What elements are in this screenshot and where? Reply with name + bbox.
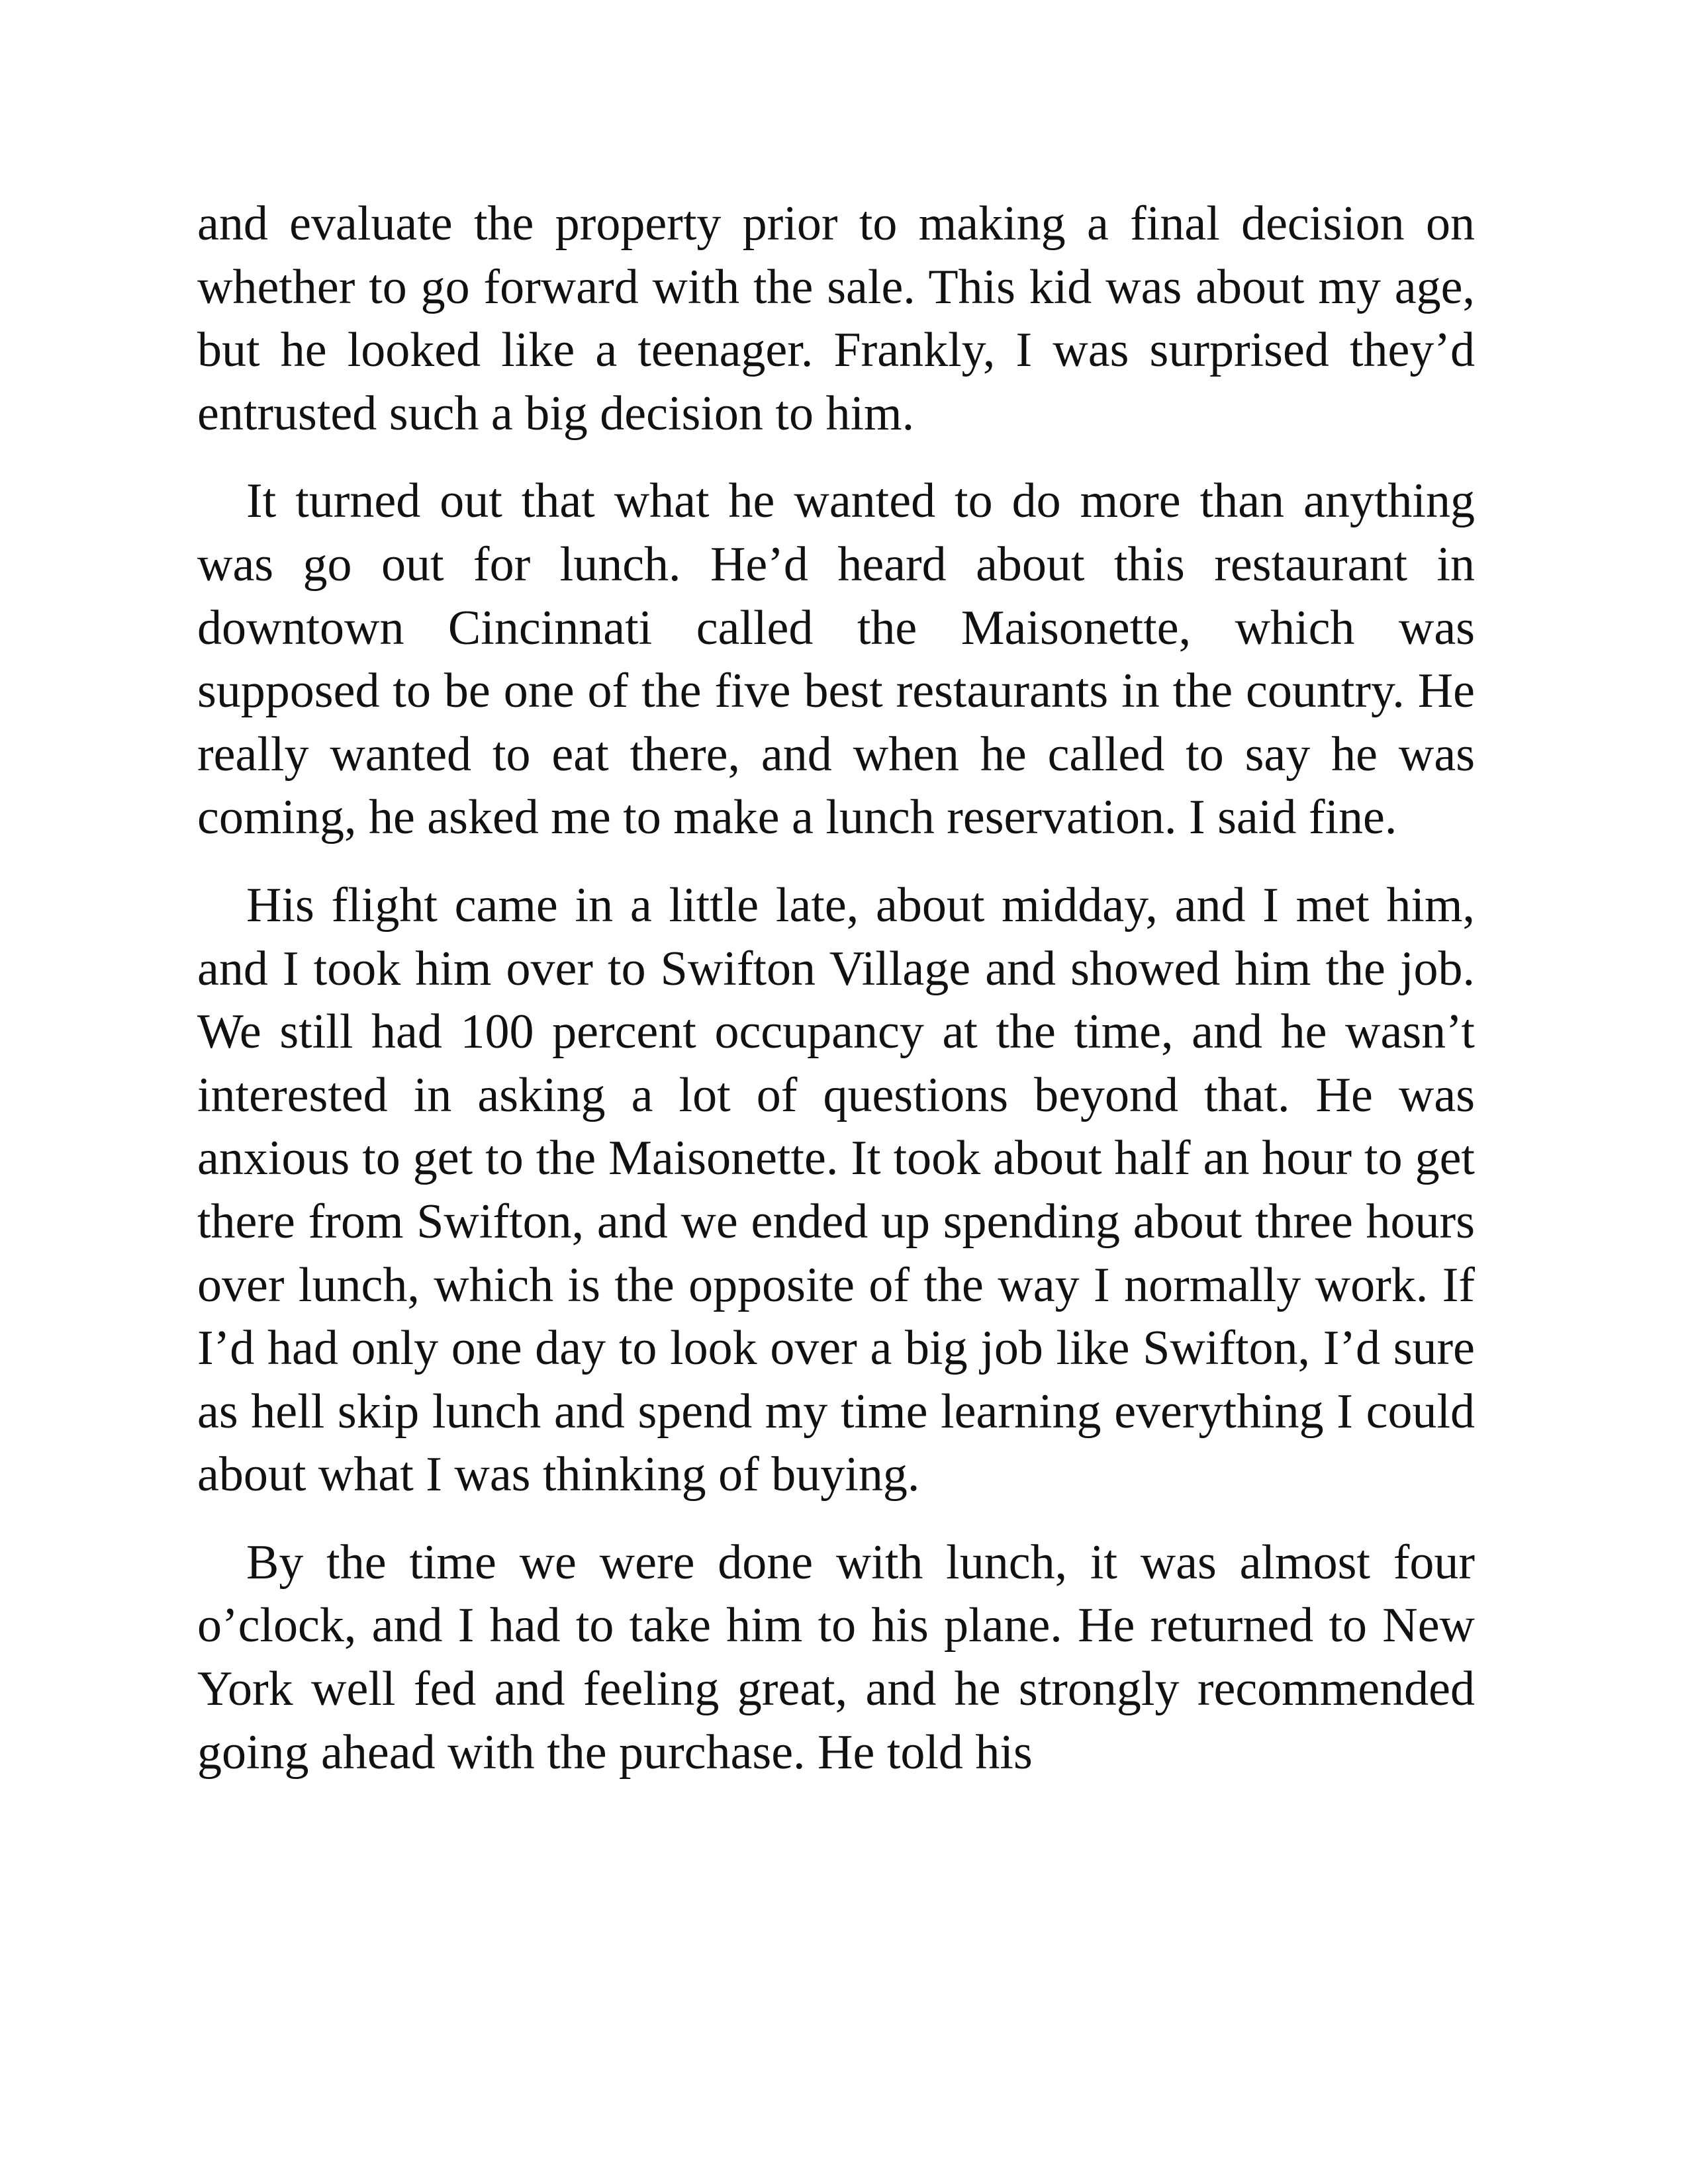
paragraph-1: and evaluate the property prior to making a final decision on whether to go forward with the sale. This kid was about my age, but he looked like a teenager. Frankly, I was surprised they’d entrusted such a big decision to him.: [197, 197, 1475, 441]
paragraph-3: His flight came in a little late, about midday, and I met him, and I took him over to Swifton Village and showed him the job. We still had 100 percent occupancy at the time, and he wasn’t interested in asking a lot of questions beyond that. He was anxious to get to the Maisonette. It took about half an hour to get there from Swifton, and we ended up spending about three hours over lunch, which is the opposite of the way I normally work. If I’d had only one day to look over a big job like Swifton, I’d sure as hell skip lunch and spend my time learning everything I could about what I was thinking of buying.: [197, 878, 1475, 1502]
paragraph-2: It turned out that what he wanted to do more than anything was go out for lunch. He’d heard about this restaurant in downtown Cincinnati called the Maisonette, which was supposed to be one of the five best restaurants in the country. He really wanted to eat there, and when he called to say he was coming, he asked me to make a lunch reservation. I said fine.: [197, 474, 1475, 845]
paragraph-4: By the time we were done with lunch, it was almost four o’clock, and I had to take him to his plane. He returned to New York well fed and feeling great, and he strongly recommended going ahead with the purchase. He told his: [197, 1535, 1475, 1780]
body-text: [197, 193, 1475, 1784]
